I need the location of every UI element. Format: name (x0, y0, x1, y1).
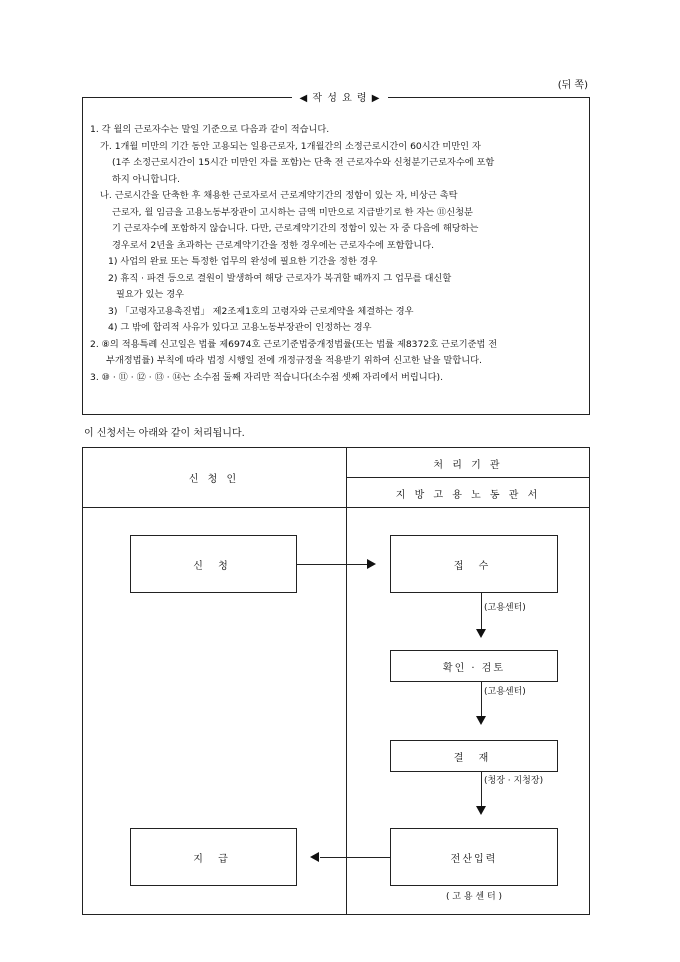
down-arrow-icon (476, 716, 486, 725)
guide-line: 나. 근로시간을 단축한 후 채용한 근로자로서 근로계약기간의 정함이 있는 자, 비상근 촉탁 (100, 190, 458, 201)
guide-line: 1) 사업의 완료 또는 특정한 업무의 완성에 필요한 기간을 정한 경우 (108, 256, 378, 267)
guide-line: 4) 그 밖에 합리적 사유가 있다고 고용노동부장관이 인정하는 경우 (108, 322, 372, 333)
approve-step: 결 재 (390, 740, 558, 772)
guide-line: 1. 각 월의 근로자수는 말일 기준으로 다음과 같이 적습니다. (90, 124, 330, 135)
guide-line: 근로자, 월 임금을 고용노동부장관이 고시하는 금액 미만으로 지급받기로 한 자는 ⑪신청분 (112, 206, 473, 218)
receive-note: (고용센터) (484, 600, 526, 613)
guide-line: 2) 휴직 · 파견 등으로 결원이 발생하여 해당 근로자가 복귀할 때까지 그 업무를 대신할 (108, 272, 452, 284)
guide-line: 필요가 있는 경우 (116, 289, 184, 300)
down-arrow-icon (476, 806, 486, 815)
applicant-header: 신 청 인 (188, 474, 240, 485)
guide-line: 가. 1개월 미만의 기간 동안 고용되는 일용근로자, 1개월간의 소정근로시간이 60시간 미만인 자 (100, 140, 481, 152)
guide-line: 3. ⑩ · ⑪ · ⑫ · ⑬ · ⑭는 소수점 둘째 자리만 적습니다(소수점 셋째 자리에서 버립니다). (90, 371, 444, 383)
left-arrow-icon (310, 852, 319, 862)
right-arrow-icon (367, 559, 376, 569)
agency-header: 처 리 기 관 (433, 460, 503, 471)
payment-step: 지 급 (130, 828, 297, 886)
apply-to-receive-line (297, 564, 367, 565)
process-note: 이 신청서는 아래와 같이 처리됩니다. (84, 428, 245, 439)
flow-connector (481, 772, 482, 806)
input-to-pay-line (320, 857, 390, 858)
receive-step: 접 수 (390, 535, 558, 593)
guide-line: 부개정법률) 부칙에 따라 법정 시행일 전에 개정규정을 적용받기 위하여 신고한 날을 말합니다. (106, 355, 482, 366)
page-side-label: (뒤 쪽) (557, 80, 588, 91)
guide-line: 기 근로자수에 포함하지 않습니다. 다만, 근로계약기간의 정함이 있는 자 중 다음에 해당하는 (112, 223, 479, 234)
apply-step: 신 청 (130, 535, 297, 593)
guide-line: 하지 아니합니다. (112, 173, 180, 185)
agency-subheader: 지 방 고 용 노 동 관 서 (395, 490, 541, 501)
guide-line: 3) 「고령자고용촉진법」 제2조제1호의 고령자와 근로계약을 체결하는 경우 (108, 305, 414, 317)
writing-guide-text (90, 122, 586, 386)
guide-line: 경우로서 2년을 초과하는 근로계약기간을 정한 경우에는 근로자수에 포함합니다. (112, 239, 435, 251)
data-input-note: ( 고 용 센 터 ) (390, 889, 558, 902)
header-bottom-divider (82, 507, 590, 508)
flow-connector (481, 593, 482, 629)
guide-line: (1주 소정근로시간이 15시간 미만인 자를 포함)는 단축 전 근로자수와 신청분기근로자수에 포함 (112, 157, 495, 168)
flow-column-divider (346, 447, 347, 915)
review-note: (고용센터) (484, 684, 526, 697)
down-arrow-icon (476, 629, 486, 638)
agency-header-divider (346, 477, 590, 478)
flow-connector (481, 682, 482, 716)
review-step: 확인 · 검토 (390, 650, 558, 682)
guide-line: 2. ⑧의 적용특례 신고일은 법률 제6974호 근로기준법중개정법률(또는 법률 제8372호 근로기준법 전 (90, 338, 498, 350)
writing-guide-title: ◀ 작 성 요 령 ▶ (0, 89, 680, 104)
approve-note: (청장 · 지청장) (484, 773, 543, 786)
data-input-step: 전산입력 (390, 828, 558, 886)
